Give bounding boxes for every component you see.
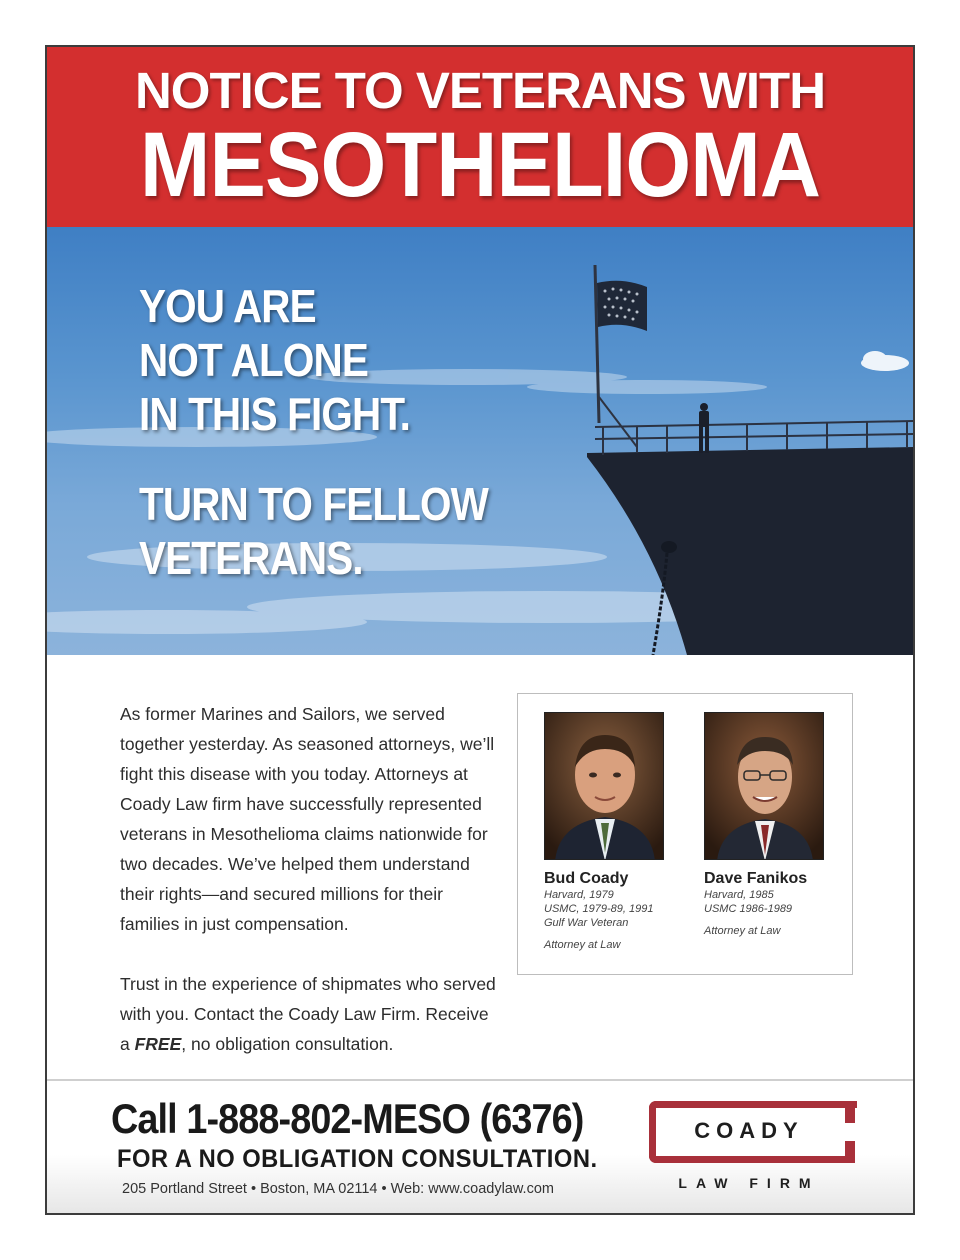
phone-number[interactable]: Call 1-888-802-MESO (6376) (111, 1095, 584, 1142)
attorney-card (544, 712, 674, 952)
attorney-title: Attorney at Law (544, 939, 621, 951)
sailor-figure (699, 403, 709, 453)
attorney-photo (544, 712, 664, 860)
address-line: 205 Portland Street • Boston, MA 02114 • Web: www.coadylaw.com (122, 1181, 554, 1197)
attorney-credential: USMC, 1979-89, 1991 (544, 903, 654, 915)
tagline-not-alone (139, 279, 410, 441)
tagline-line: IN THIS FIGHT. (139, 388, 411, 440)
logo-frame-cap (845, 1141, 855, 1163)
attorney-panel (517, 693, 853, 975)
tagline-line: VETERANS. (139, 532, 363, 584)
tagline-line: NOT ALONE (139, 334, 368, 386)
headline-line-2: MESOTHELIOMA (139, 114, 821, 216)
logo-subtitle: LAW FIRM (678, 1175, 820, 1191)
call-to-action-paragraph (120, 969, 500, 1059)
attorney-credential: Harvard, 1979 (544, 889, 614, 901)
ship-hull (587, 447, 913, 655)
logo-name: COADY (694, 1118, 804, 1143)
paragraph-text: , no obligation consultation. (181, 1034, 394, 1054)
attorney-photo (704, 712, 824, 860)
consultation-text: FOR A NO OBLIGATION CONSULTATION. (117, 1145, 598, 1173)
attorney-name: Bud Coady (544, 870, 629, 887)
tagline-line: YOU ARE (139, 280, 316, 332)
flag-icon (597, 281, 647, 331)
paragraph-text: Trust in the experience of shipmates who served with you. Contact the Coady Law Firm. Receive a (120, 974, 496, 1054)
body-section (47, 655, 913, 1079)
attorney-credential: Gulf War Veteran (544, 917, 629, 929)
attorney-credential: USMC 1986-1989 (704, 903, 793, 915)
intro-paragraph: As former Marines and Sailors, we served together yesterday. As seasoned attorneys, we’ll fight this disease with you today. Attorneys at Coady Law firm have successfully represented veterans in Mesothelioma claims nationwide for two decades. We’ve helped them understand their rights—and secured millions for their families in just compensation. (120, 704, 495, 934)
tagline-fellow-veterans (139, 477, 488, 585)
contact-footer (47, 1079, 913, 1215)
free-emphasis: FREE (134, 1034, 182, 1054)
advertisement-page (45, 45, 915, 1215)
small-cloud (861, 351, 909, 371)
tagline-line: TURN TO FELLOW (139, 478, 488, 530)
hero-image (47, 227, 913, 655)
attorney-card (704, 712, 834, 938)
headline-line-1: NOTICE TO VETERANS WITH (134, 62, 826, 119)
headline-banner (47, 47, 913, 227)
attorney-title: Attorney at Law (704, 925, 781, 937)
attorney-credential: Harvard, 1985 (704, 889, 774, 901)
attorney-name: Dave Fanikos (704, 870, 808, 887)
coady-logo (649, 1101, 859, 1201)
